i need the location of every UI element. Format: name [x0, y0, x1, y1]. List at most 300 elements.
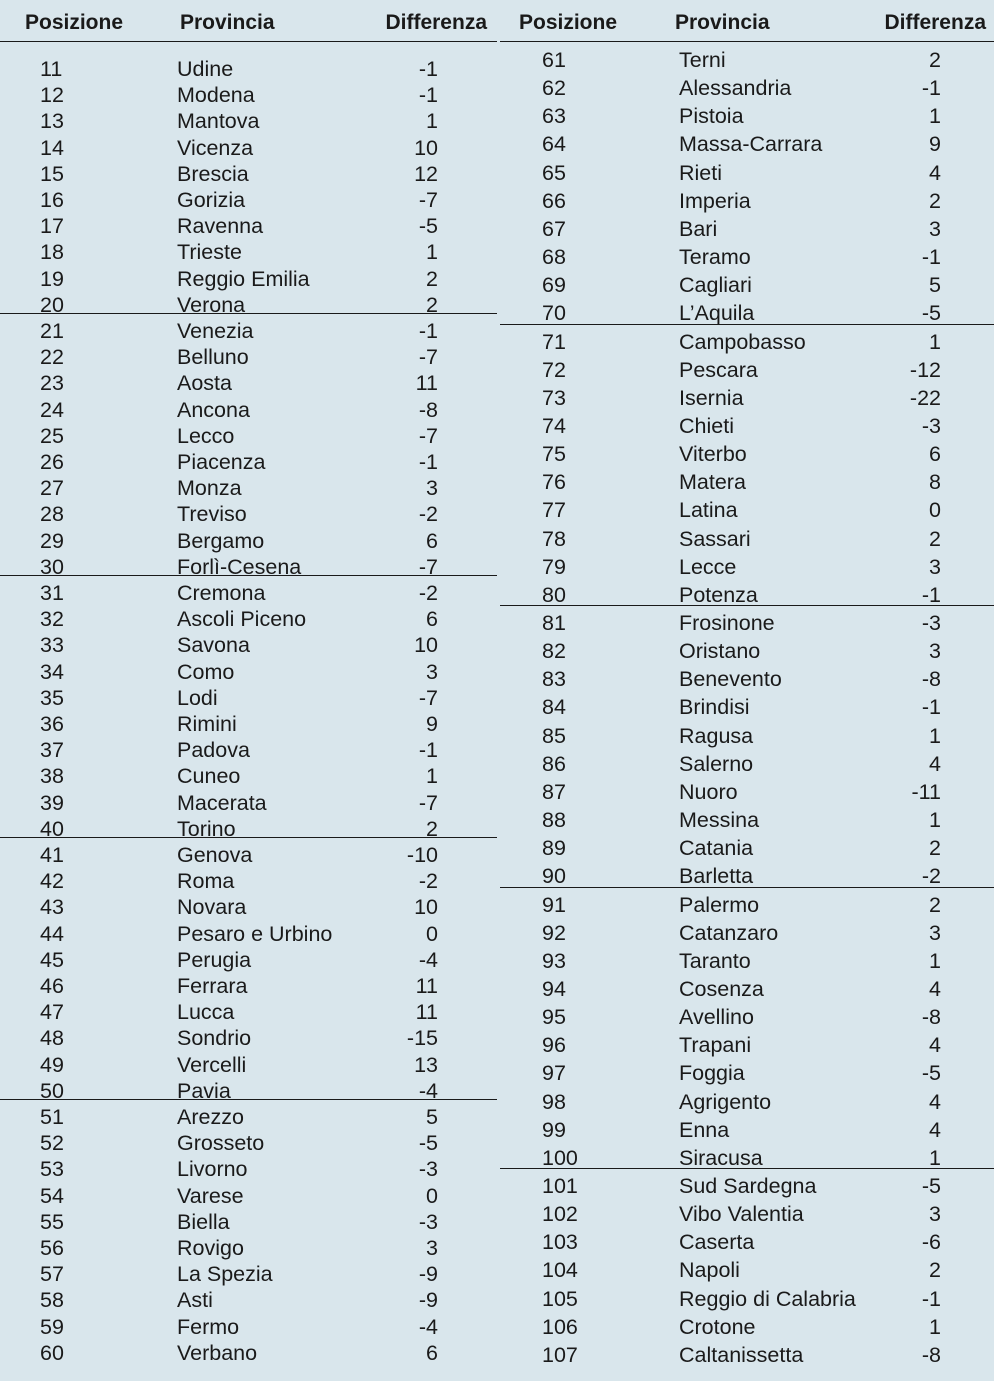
cell-position: 100 [542, 1145, 578, 1170]
cell-province: Rimini [177, 712, 237, 736]
table-row [0, 213, 497, 239]
table-row [0, 1314, 497, 1340]
cell-position: 97 [542, 1061, 566, 1086]
cell-position: 103 [542, 1230, 578, 1255]
cell-province: Avellino [679, 1005, 754, 1030]
cell-province: Modena [177, 83, 255, 108]
cell-province: Grosseto [177, 1131, 265, 1156]
cell-province: Vibo Valentia [679, 1202, 804, 1227]
cell-position: 80 [542, 582, 566, 607]
cell-province: Novara [177, 895, 247, 920]
cell-province: Frosinone [679, 611, 775, 635]
cell-position: 78 [542, 526, 566, 551]
cell-position: 16 [40, 188, 64, 212]
cell-province: Salerno [679, 751, 754, 776]
cell-province: Taranto [679, 948, 751, 973]
table-row [500, 948, 994, 974]
cell-difference: -12 [909, 357, 941, 382]
cell-position: 105 [542, 1286, 578, 1311]
table-row [0, 711, 497, 737]
table-row [500, 1229, 994, 1255]
cell-province: Nuoro [679, 779, 738, 804]
table-row [500, 329, 994, 355]
cell-province: L’Aquila [679, 301, 755, 326]
table-row [500, 863, 994, 889]
table-row [500, 892, 994, 918]
table-row [500, 976, 994, 1002]
cell-position: 52 [40, 1131, 64, 1156]
cell-position: 76 [542, 470, 566, 495]
table-row [0, 423, 497, 449]
cell-position: 56 [40, 1236, 64, 1260]
cell-province: Caserta [679, 1230, 755, 1255]
group-divider [500, 1168, 994, 1169]
cell-position: 67 [542, 216, 566, 241]
cell-province: Terni [679, 48, 726, 72]
cell-position: 47 [40, 1000, 64, 1025]
cell-position: 107 [542, 1342, 578, 1367]
cell-position: 53 [40, 1157, 64, 1182]
cell-province: Alessandria [679, 76, 792, 101]
cell-province: Potenza [679, 582, 758, 607]
cell-province: Messina [679, 808, 760, 833]
table-row [0, 1156, 497, 1182]
table-row [500, 779, 994, 805]
cell-difference: 1 [929, 1145, 941, 1170]
cell-position: 66 [542, 188, 566, 213]
cell-province: Reggio di Calabria [679, 1286, 856, 1311]
table-row [0, 239, 497, 265]
cell-difference: -1 [921, 245, 941, 270]
cell-province: Enna [679, 1117, 730, 1142]
cell-province: Macerata [177, 790, 267, 815]
cell-province: Matera [679, 470, 746, 495]
cell-position: 84 [542, 695, 566, 720]
cell-province: Ravenna [177, 214, 264, 239]
table-row [500, 1060, 994, 1086]
table-row [0, 135, 497, 161]
table-row [500, 1145, 994, 1171]
table-row [0, 999, 497, 1025]
table-row [0, 501, 497, 527]
cell-position: 96 [542, 1033, 566, 1058]
cell-difference: 2 [426, 266, 438, 291]
cell-difference: -22 [909, 385, 941, 410]
cell-province: Cremona [177, 581, 266, 605]
cell-province: Lecco [177, 423, 235, 448]
cell-difference: 4 [929, 751, 941, 776]
cell-position: 12 [40, 83, 64, 108]
cell-province: Ancona [177, 397, 250, 422]
cell-province: Brindisi [679, 695, 750, 720]
table-row [500, 1173, 994, 1199]
cell-province: Ragusa [679, 723, 754, 748]
cell-position: 31 [40, 581, 64, 605]
cell-province: Cagliari [679, 273, 752, 298]
cell-difference: -2 [418, 502, 438, 527]
cell-province: Sondrio [177, 1026, 252, 1051]
table-row [500, 413, 994, 439]
cell-difference: -5 [418, 214, 438, 239]
table-row [500, 1089, 994, 1115]
cell-province: Isernia [679, 385, 744, 410]
cell-province: Massa-Carrara [679, 132, 823, 157]
table-row [0, 108, 497, 134]
table-row [500, 131, 994, 157]
cell-difference: -1 [418, 450, 438, 474]
cell-province: Monza [177, 476, 242, 501]
table-row [0, 344, 497, 370]
table-row [500, 638, 994, 664]
cell-difference: -10 [406, 843, 438, 867]
cell-position: 90 [542, 864, 566, 889]
table-row [500, 807, 994, 833]
cell-position: 27 [40, 476, 64, 501]
cell-province: Vercelli [177, 1052, 247, 1077]
cell-difference: -1 [921, 695, 941, 720]
cell-province: Ferrara [177, 974, 248, 998]
table-row [0, 318, 497, 344]
cell-difference: -3 [418, 1157, 438, 1182]
cell-position: 50 [40, 1078, 64, 1103]
group-divider [500, 605, 994, 606]
cell-difference: 1 [929, 104, 941, 129]
cell-position: 73 [542, 385, 566, 410]
cell-province: Latina [679, 498, 738, 523]
cell-difference: 11 [415, 371, 438, 396]
cell-position: 102 [542, 1202, 578, 1227]
cell-difference: 6 [426, 528, 438, 553]
cell-province: Verona [177, 292, 246, 317]
cell-position: 57 [40, 1262, 64, 1287]
cell-province: Venezia [177, 319, 254, 343]
cell-difference: 2 [426, 816, 438, 841]
cell-position: 26 [40, 450, 64, 474]
group-divider [500, 324, 994, 325]
cell-position: 25 [40, 423, 64, 448]
cell-difference: -1 [418, 57, 438, 81]
cell-province: Como [177, 659, 235, 684]
cell-difference: -9 [418, 1288, 438, 1313]
table-row [500, 357, 994, 383]
cell-province: Agrigento [679, 1089, 772, 1114]
cell-position: 81 [542, 611, 566, 635]
cell-difference: 4 [929, 1089, 941, 1114]
cell-position: 93 [542, 948, 566, 973]
table-row [0, 868, 497, 894]
cell-difference: 3 [929, 639, 941, 664]
cell-difference: -8 [921, 1005, 941, 1030]
table-row [0, 1340, 497, 1366]
cell-position: 60 [40, 1340, 64, 1365]
cell-difference: -2 [418, 581, 438, 605]
cell-province: Catania [679, 836, 754, 861]
cell-position: 101 [542, 1174, 578, 1198]
cell-difference: -15 [406, 1026, 438, 1051]
cell-position: 63 [542, 104, 566, 129]
cell-province: Mantova [177, 109, 260, 134]
cell-province: Arezzo [177, 1105, 244, 1129]
table-row [0, 397, 497, 423]
table-row [500, 1286, 994, 1312]
cell-difference: -1 [418, 83, 438, 108]
cell-province: Crotone [679, 1314, 756, 1339]
cell-difference: 13 [414, 1052, 438, 1077]
cell-position: 34 [40, 659, 64, 684]
cell-province: Trieste [177, 240, 242, 265]
table-row [500, 188, 994, 214]
table-row [500, 160, 994, 186]
table-row [0, 1052, 497, 1078]
cell-difference: 5 [929, 273, 941, 298]
cell-difference: -7 [418, 345, 438, 370]
cell-difference: 3 [426, 476, 438, 501]
table-row [0, 973, 497, 999]
cell-difference: 1 [426, 764, 438, 789]
cell-position: 11 [40, 57, 63, 81]
header-divider [0, 41, 497, 42]
group-divider [0, 837, 497, 838]
cell-position: 41 [40, 843, 64, 867]
header-position: Posizione [25, 11, 124, 34]
cell-province: Benevento [679, 667, 782, 692]
cell-position: 62 [542, 76, 566, 101]
cell-position: 77 [542, 498, 566, 523]
table-row [500, 526, 994, 552]
cell-difference: -2 [921, 864, 941, 889]
cell-difference: 6 [426, 607, 438, 632]
cell-position: 49 [40, 1052, 64, 1077]
cell-position: 95 [542, 1005, 566, 1030]
table-row [500, 582, 994, 608]
cell-position: 92 [542, 920, 566, 945]
cell-position: 106 [542, 1314, 578, 1339]
cell-position: 29 [40, 528, 64, 553]
cell-province: Foggia [679, 1061, 745, 1086]
cell-province: Siracusa [679, 1145, 763, 1170]
cell-province: Pistoia [679, 104, 744, 129]
table-row [0, 449, 497, 475]
cell-position: 35 [40, 685, 64, 710]
cell-position: 20 [40, 292, 64, 317]
table-row [0, 1287, 497, 1313]
cell-difference: 1 [929, 1314, 941, 1339]
table-row [0, 894, 497, 920]
cell-position: 85 [542, 723, 566, 748]
cell-difference: 3 [929, 920, 941, 945]
cell-province: Palermo [679, 892, 760, 917]
table-header [500, 8, 994, 38]
cell-difference: -6 [921, 1230, 941, 1255]
cell-province: Roma [177, 869, 235, 894]
cell-province: Lucca [177, 1000, 235, 1025]
cell-province: Napoli [679, 1258, 740, 1283]
cell-position: 28 [40, 502, 64, 527]
cell-position: 18 [40, 240, 64, 265]
cell-province: Padova [177, 738, 250, 763]
cell-province: Cosenza [679, 976, 764, 1001]
table-row [500, 1117, 994, 1143]
header-divider [500, 41, 994, 42]
header-province: Provincia [180, 11, 275, 34]
cell-position: 98 [542, 1089, 566, 1114]
cell-position: 43 [40, 895, 64, 920]
cell-difference: -1 [418, 319, 438, 343]
cell-position: 61 [542, 48, 566, 72]
table-row [0, 842, 497, 868]
table-row [500, 272, 994, 298]
cell-province: Caltanissetta [679, 1342, 804, 1367]
cell-position: 30 [40, 554, 64, 579]
table-row [0, 632, 497, 658]
cell-difference: -4 [418, 947, 438, 972]
table-row [0, 1261, 497, 1287]
cell-difference: 2 [929, 1258, 941, 1283]
cell-province: Rovigo [177, 1236, 244, 1260]
cell-difference: 1 [426, 240, 438, 265]
cell-difference: 4 [929, 1117, 941, 1142]
cell-difference: -5 [921, 1174, 941, 1198]
cell-difference: 2 [929, 836, 941, 861]
cell-difference: -7 [418, 423, 438, 448]
table-row [0, 82, 497, 108]
cell-position: 74 [542, 413, 566, 438]
table-row [0, 947, 497, 973]
table-row [500, 1201, 994, 1227]
cell-difference: -7 [418, 554, 438, 579]
cell-difference: 11 [415, 974, 438, 998]
cell-difference: -3 [921, 611, 941, 635]
cell-province: Asti [177, 1288, 213, 1313]
cell-province: Viterbo [679, 442, 747, 467]
table-row [500, 1032, 994, 1058]
table-row [0, 370, 497, 396]
cell-difference: -5 [418, 1131, 438, 1156]
cell-position: 48 [40, 1026, 64, 1051]
cell-position: 38 [40, 764, 64, 789]
cell-difference: 4 [929, 976, 941, 1001]
cell-position: 24 [40, 397, 64, 422]
table-row [500, 723, 994, 749]
cell-province: Rieti [679, 160, 723, 185]
cell-position: 44 [40, 921, 64, 946]
table-row [500, 103, 994, 129]
table-row [500, 469, 994, 495]
table-column-right [500, 0, 994, 1381]
cell-difference: 10 [414, 895, 438, 920]
cell-position: 45 [40, 947, 64, 972]
cell-position: 71 [542, 329, 566, 354]
cell-province: Chieti [679, 413, 734, 438]
cell-position: 46 [40, 974, 64, 998]
cell-province: Lodi [177, 685, 218, 710]
cell-position: 21 [40, 319, 64, 343]
cell-position: 13 [40, 109, 64, 134]
cell-difference: -7 [418, 188, 438, 212]
cell-province: Bergamo [177, 528, 265, 553]
group-divider [500, 887, 994, 888]
table-row [500, 1004, 994, 1030]
cell-difference: -11 [911, 779, 941, 804]
cell-difference: -1 [418, 738, 438, 763]
cell-position: 72 [542, 357, 566, 382]
table-row [500, 300, 994, 326]
cell-difference: 2 [929, 48, 941, 72]
table-row [500, 835, 994, 861]
cell-difference: 2 [929, 188, 941, 213]
cell-province: Pescara [679, 357, 758, 382]
table-row [500, 666, 994, 692]
cell-difference: 0 [929, 498, 941, 523]
cell-province: Imperia [679, 188, 751, 213]
cell-province: Bari [679, 216, 718, 241]
cell-difference: 3 [426, 659, 438, 684]
table-row [500, 47, 994, 73]
table-row [500, 610, 994, 636]
cell-position: 99 [542, 1117, 566, 1142]
table-row [500, 554, 994, 580]
table-row [0, 56, 497, 82]
cell-position: 17 [40, 214, 64, 239]
cell-province: Belluno [177, 345, 249, 370]
table-row [0, 921, 497, 947]
cell-difference: -7 [418, 790, 438, 815]
group-divider [0, 575, 497, 576]
table-row [0, 763, 497, 789]
cell-difference: 2 [929, 526, 941, 551]
cell-difference: 4 [929, 160, 941, 185]
cell-position: 14 [40, 135, 64, 160]
cell-difference: 10 [414, 633, 438, 658]
table-row [500, 1342, 994, 1368]
cell-difference: 1 [929, 329, 941, 354]
cell-difference: 1 [929, 808, 941, 833]
cell-position: 83 [542, 667, 566, 692]
cell-difference: -4 [418, 1078, 438, 1103]
table-row [0, 580, 497, 606]
cell-difference: -8 [921, 667, 941, 692]
table-row [500, 216, 994, 242]
cell-province: Reggio Emilia [177, 266, 310, 291]
table-row [500, 1314, 994, 1340]
cell-province: Udine [177, 57, 234, 81]
cell-difference: 3 [426, 1236, 438, 1260]
group-divider [0, 1099, 497, 1100]
cell-difference: 1 [426, 109, 438, 134]
cell-difference: -8 [418, 397, 438, 422]
cell-province: Sud Sardegna [679, 1174, 817, 1198]
cell-position: 68 [542, 245, 566, 270]
cell-position: 22 [40, 345, 64, 370]
cell-position: 59 [40, 1314, 64, 1339]
cell-difference: 1 [929, 948, 941, 973]
cell-province: Lecce [679, 554, 737, 579]
table-row [500, 920, 994, 946]
cell-difference: 3 [929, 1202, 941, 1227]
header-province: Provincia [675, 11, 770, 34]
table-row [0, 790, 497, 816]
cell-difference: 0 [426, 1183, 438, 1208]
cell-position: 23 [40, 371, 64, 396]
cell-difference: 2 [426, 292, 438, 317]
cell-position: 75 [542, 442, 566, 467]
cell-province: Ascoli Piceno [177, 607, 307, 632]
cell-province: Livorno [177, 1157, 248, 1182]
cell-difference: 6 [929, 442, 941, 467]
cell-province: Catanzaro [679, 920, 779, 945]
cell-province: Aosta [177, 371, 232, 396]
cell-position: 32 [40, 607, 64, 632]
